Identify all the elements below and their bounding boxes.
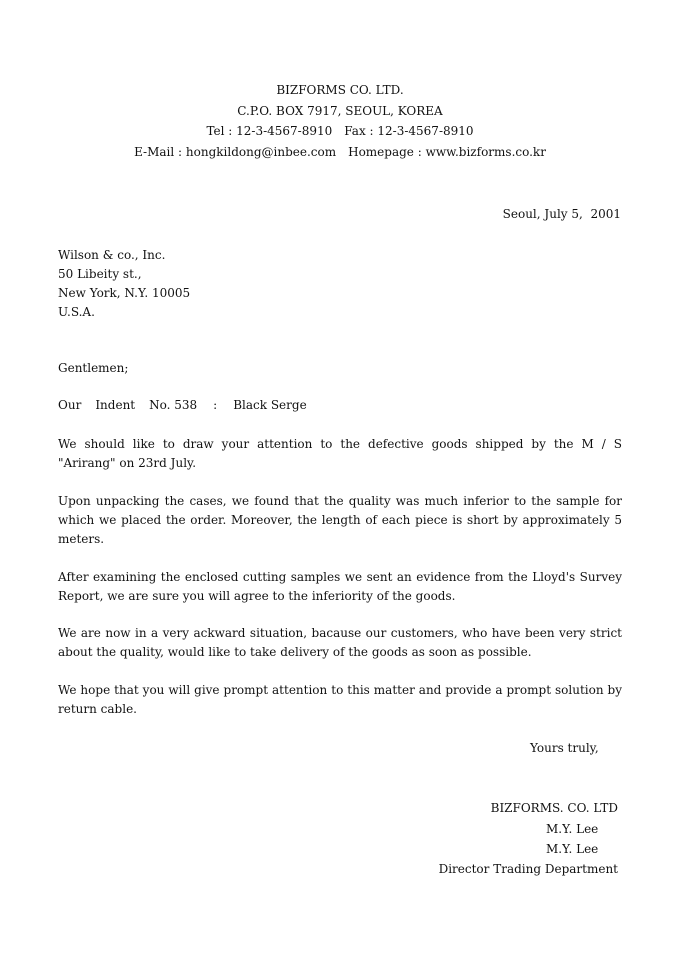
homepage-label: Homepage :: [348, 145, 426, 159]
tel-number: 12-3-4567-8910: [236, 124, 333, 138]
paragraph-2-line-2: which we placed the order. Moreover, the length of each piece is short by approximately 5: [58, 513, 622, 527]
paragraph-5-line-1: We hope that you will give prompt attention to this matter and provide a prompt solution by: [58, 683, 622, 697]
paragraph-2-line-3: meters.: [58, 532, 105, 546]
email-label: E-Mail :: [134, 145, 186, 159]
paragraph-1-line-1: We should like to draw your attention to the defective goods shipped by the M / S: [58, 437, 622, 451]
fax-label: Fax :: [344, 124, 378, 138]
subject-line: [58, 398, 307, 412]
tel-label: Tel :: [206, 124, 237, 138]
signature-name-1: M.Y. Lee: [546, 822, 599, 836]
fax-number: 12-3-4567-8910: [377, 124, 474, 138]
paragraph-3-line-1: After examining the enclosed cutting samples we sent an evidence from the Lloyd's Survey: [58, 570, 622, 584]
paragraph-1-line-2: "Arirang" on 23rd July.: [58, 456, 197, 470]
signature-name-2: M.Y. Lee: [546, 842, 599, 856]
letterhead-company: BIZFORMS CO. LTD.: [276, 83, 404, 97]
letterhead-email-homepage: [0, 145, 680, 159]
recipient-line-4: U.S.A.: [58, 305, 95, 319]
letterhead-address: C.P.O. BOX 7917, SEOUL, KOREA: [237, 104, 443, 118]
subject-number: No. 538: [149, 398, 198, 412]
letterhead-phone-fax: [0, 124, 680, 138]
recipient-line-1: Wilson & co., Inc.: [58, 248, 166, 262]
paragraph-5: [58, 681, 622, 719]
subject-word-indent: Indent: [95, 398, 136, 412]
letter-date: Seoul, July 5, 2001: [502, 207, 621, 221]
paragraph-3: [58, 568, 622, 606]
recipient-line-2: 50 Libeity st.,: [58, 267, 142, 281]
paragraph-4-line-2: about the quality, would like to take delivery of the goods as soon as possible.: [58, 645, 532, 659]
signature-company: BIZFORMS. CO. LTD: [490, 801, 618, 815]
closing: Yours truly,: [530, 741, 599, 755]
paragraph-5-line-2: return cable.: [58, 702, 137, 716]
homepage-url: www.bizforms.co.kr: [425, 145, 546, 159]
paragraph-4-line-1: We are now in a very ackward situation, bacause our customers, who have been very strict: [58, 626, 622, 640]
subject-item: Black Serge: [233, 398, 307, 412]
paragraph-3-line-2: Report, we are sure you will agree to the inferiority of the goods.: [58, 589, 456, 603]
recipient-line-3: New York, N.Y. 10005: [58, 286, 191, 300]
email-address: hongkildong@inbee.com: [185, 145, 337, 159]
paragraph-2-line-1: Upon unpacking the cases, we found that the quality was much inferior to the sample for: [58, 494, 622, 508]
salutation: Gentlemen;: [58, 361, 129, 375]
paragraph-1: [58, 435, 622, 473]
paragraph-4: [58, 624, 622, 662]
subject-colon: :: [213, 398, 218, 412]
subject-word-our: Our: [58, 398, 82, 412]
signature-title: Director Trading Department: [438, 862, 618, 876]
paragraph-2: [58, 492, 622, 549]
